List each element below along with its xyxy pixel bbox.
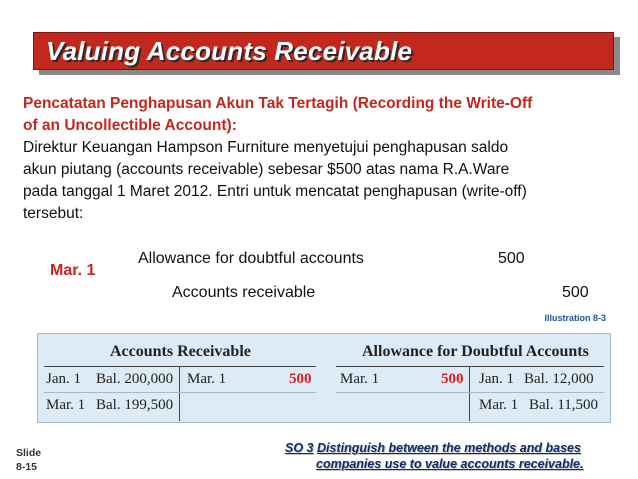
illustration-label: Illustration 8-3 [544, 313, 606, 323]
so-line2: companies use to value accounts receivable. [316, 457, 584, 471]
paragraph-line: pada tanggal 1 Maret 2012. Entri untuk mencatat penghapusan (write-off) [23, 183, 527, 200]
ada-ending-date: Mar. 1 [479, 397, 519, 413]
ar-ending-balance: Bal. 199,500 [96, 397, 174, 413]
ada-credit-balance: Bal. 12,000 [524, 371, 594, 387]
slide-title: Valuing Accounts Receivable [46, 36, 413, 66]
so-line1: Distinguish between the methods and bases [316, 441, 581, 455]
entry-credit-amount: 500 [562, 284, 589, 301]
ar-t-line [44, 366, 316, 367]
ar-debit-balance: Bal. 200,000 [96, 371, 174, 387]
t-account-ledger [37, 333, 611, 423]
body-text [23, 93, 623, 225]
paragraph-line: akun piutang (accounts receivable) sebesar $500 atas nama R.A.Ware [23, 161, 510, 178]
entry-debit-amount: 500 [498, 250, 525, 267]
ada-divider [469, 366, 470, 421]
ada-account-title: Allowance for Doubtful Accounts [362, 343, 589, 360]
ar-row-separator [44, 392, 316, 393]
entry-date: Mar. 1 [50, 262, 96, 279]
entry-debit-account: Allowance for doubtful accounts [138, 250, 364, 267]
paragraph-line: Direktur Keuangan Hampson Furniture menyetujui penghapusan saldo [23, 139, 509, 156]
ada-row-separator [336, 392, 604, 393]
slide-label: Slide [16, 447, 42, 459]
ada-debit-amount: 500 [441, 371, 464, 387]
slide-number [16, 446, 41, 474]
study-objective [285, 440, 583, 472]
entry-credit-account: Accounts receivable [172, 284, 316, 301]
paragraph-line: tersebut: [23, 205, 84, 222]
ar-ending-date: Mar. 1 [46, 397, 86, 413]
ada-credit-date: Jan. 1 [479, 371, 514, 387]
ar-divider [179, 366, 180, 421]
ada-debit-date: Mar. 1 [340, 371, 380, 387]
ada-ending-balance: Bal. 11,500 [529, 397, 599, 413]
title-bar [33, 32, 614, 70]
ar-credit-amount: 500 [289, 371, 312, 387]
ar-credit-date: Mar. 1 [187, 371, 227, 387]
section-heading-line2: of an Uncollectible Account): [23, 117, 237, 134]
section-heading-line1: Pencatatan Penghapusan Akun Tak Tertagih (Recording the Write-Off [23, 95, 533, 112]
ar-account-title: Accounts Receivable [110, 343, 251, 360]
ar-debit-date: Jan. 1 [46, 371, 81, 387]
so-prefix: SO 3 [285, 441, 314, 455]
ada-t-line [336, 366, 604, 367]
slide-number-value: 8-15 [16, 461, 38, 473]
